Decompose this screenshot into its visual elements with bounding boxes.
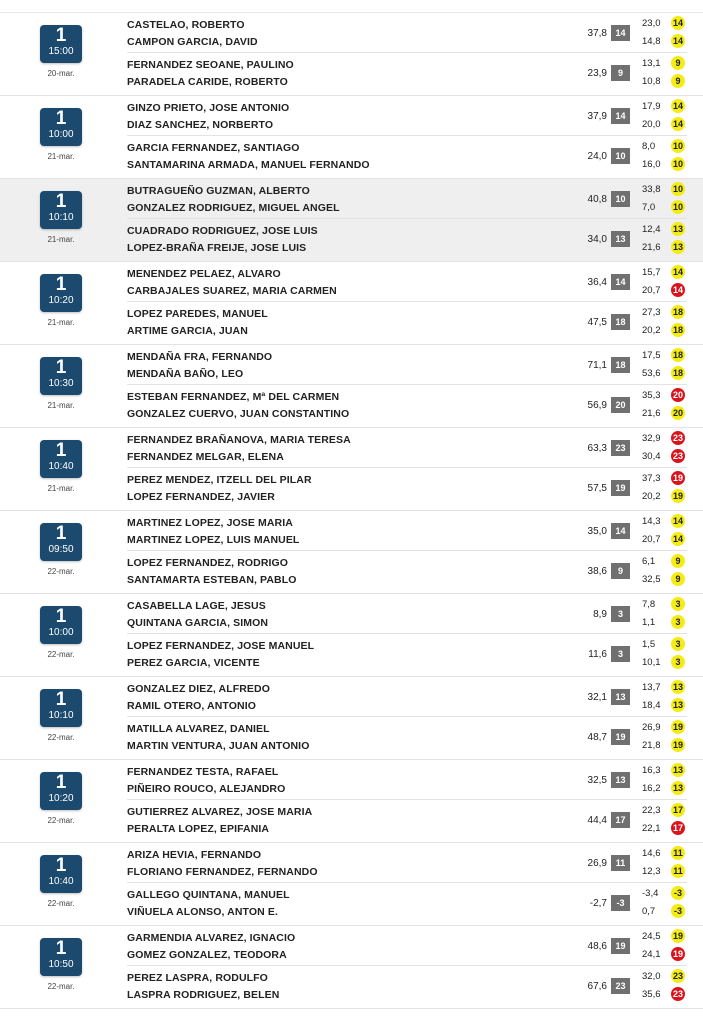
handicap-badge: -3	[671, 904, 685, 918]
player-name[interactable]: LOPEZ FERNANDEZ, RODRIGO	[127, 557, 289, 569]
player-name[interactable]: PARADELA CARIDE, ROBERTO	[127, 76, 288, 88]
player-name[interactable]: LOPEZ FERNANDEZ, JAVIER	[127, 491, 275, 503]
pair-total: 23,9	[587, 68, 607, 79]
pair-total: 34,0	[587, 234, 607, 245]
pair-handicap-box: 3	[611, 646, 630, 662]
handicap-badge: 9	[671, 572, 685, 586]
pair-handicap-box: 19	[611, 729, 630, 745]
player-index: 7,0	[642, 202, 656, 213]
tee-badge	[40, 274, 82, 312]
player-name[interactable]: LOPEZ PAREDES, MANUEL	[127, 308, 268, 320]
pair-handicap-box: 13	[611, 689, 630, 705]
tee-badge	[40, 108, 82, 146]
player-name[interactable]: GONZALEZ DIEZ, ALFREDO	[127, 683, 270, 695]
player-name[interactable]: FERNANDEZ TESTA, RAFAEL	[127, 766, 279, 778]
pair-block	[127, 883, 687, 923]
pair-total: 26,9	[587, 858, 607, 869]
handicap-badge: 14	[672, 267, 683, 277]
match-date: 21-mar.	[47, 484, 75, 493]
pair-total: 11,6	[588, 649, 607, 660]
player-name[interactable]: CASTELAO, ROBERTO	[127, 19, 245, 31]
player-name[interactable]: ARTIME GARCIA, JUAN	[127, 325, 248, 337]
match-row[interactable]	[0, 843, 703, 926]
pair-handicap-box: -3	[611, 895, 630, 911]
pair-total: 48,6	[587, 941, 607, 952]
pair-handicap-box: 14	[611, 25, 630, 41]
handicap-badge: 9	[671, 74, 685, 88]
handicap-badge: 13	[672, 700, 683, 710]
pair-handicap-box: 13	[611, 772, 630, 788]
handicap-badge: 17	[672, 823, 683, 833]
player-index: 13,7	[642, 682, 661, 693]
player-index: 14,8	[642, 36, 661, 47]
match-date: 22-mar.	[47, 567, 75, 576]
pair-block	[127, 717, 687, 757]
player-name[interactable]: MENDAÑA BAÑO, LEO	[127, 368, 244, 380]
handicap-badge: 13	[672, 765, 683, 775]
pair-handicap-box: 17	[611, 812, 630, 828]
pair-block	[127, 179, 687, 219]
pair-block	[127, 136, 687, 176]
handicap-badge: -3	[671, 886, 685, 900]
handicap-badge: 14	[672, 516, 683, 526]
match-row[interactable]	[0, 262, 703, 345]
match-row[interactable]	[0, 345, 703, 428]
handicap-badge: 19	[672, 473, 683, 483]
player-index: 7,8	[642, 599, 656, 610]
tee-badge	[40, 357, 82, 395]
pair-handicap-box: 18	[611, 357, 630, 373]
match-date: 20-mar.	[47, 69, 75, 78]
pair-block	[127, 677, 687, 717]
handicap-badge: 14	[672, 101, 683, 111]
pair-total: 44,4	[587, 815, 607, 826]
player-index: 37,3	[642, 473, 661, 484]
player-index: 20,7	[642, 285, 661, 296]
player-name[interactable]: MENENDEZ PELAEZ, ALVARO	[127, 268, 281, 280]
handicap-badge: 3	[671, 637, 685, 651]
pair-total: -2,7	[589, 898, 607, 909]
player-name[interactable]: RAMIL OTERO, ANTONIO	[127, 700, 256, 712]
tee-number: 1	[55, 440, 67, 461]
player-name[interactable]: FERNANDEZ MELGAR, ELENA	[127, 451, 284, 463]
pair-handicap-box: 23	[611, 978, 630, 994]
pair-total: 56,9	[587, 400, 607, 411]
player-name[interactable]: CAMPON GARCIA, DAVID	[127, 36, 258, 48]
tee-number: 1	[55, 855, 67, 876]
player-name[interactable]: LOPEZ-BRAÑA FREIJE, JOSE LUIS	[127, 242, 307, 254]
tee-badge	[40, 689, 82, 727]
player-name[interactable]: GOMEZ GONZALEZ, TEODORA	[127, 949, 287, 961]
player-index: 16,2	[642, 783, 661, 794]
player-name[interactable]: ESTEBAN FERNANDEZ, Mª DEL CARMEN	[127, 391, 340, 403]
pair-block	[127, 302, 687, 342]
pair-total: 40,8	[587, 194, 607, 205]
player-index: 1,5	[642, 639, 656, 650]
handicap-badge: 14	[672, 18, 683, 28]
tee-time: 10:10	[48, 212, 74, 223]
player-name[interactable]: GUTIERREZ ALVAREZ, JOSE MARIA	[127, 806, 313, 818]
tee-number: 1	[55, 772, 67, 793]
tee-number: 1	[55, 191, 67, 212]
pair-block	[127, 96, 687, 136]
match-date: 22-mar.	[47, 733, 75, 742]
player-name[interactable]: DIAZ SANCHEZ, NORBERTO	[127, 119, 274, 131]
pair-block	[127, 385, 687, 425]
player-index: 22,1	[642, 823, 661, 834]
pair-total: 32,1	[587, 692, 607, 703]
pair-handicap-box: 14	[611, 523, 630, 539]
handicap-badge: 3	[671, 597, 685, 611]
player-index: 14,6	[642, 848, 661, 859]
pair-total: 38,6	[587, 566, 607, 577]
pair-block	[127, 53, 687, 93]
player-index: 20,2	[642, 491, 661, 502]
player-index: 20,0	[642, 119, 661, 130]
handicap-badge: 18	[672, 325, 683, 335]
match-date: 22-mar.	[47, 982, 75, 991]
pair-total: 71,1	[587, 360, 607, 371]
handicap-badge: 10	[672, 202, 683, 212]
player-name[interactable]: GARMENDIA ALVAREZ, IGNACIO	[127, 932, 296, 944]
pair-handicap-box: 11	[611, 855, 630, 871]
player-index: 35,3	[642, 390, 661, 401]
tee-time: 10:50	[48, 959, 74, 970]
tee-badge	[40, 440, 82, 478]
tee-number: 1	[55, 274, 67, 295]
handicap-badge: 18	[672, 307, 683, 317]
pair-block	[127, 219, 687, 259]
player-name[interactable]: MATILLA ALVAREZ, DANIEL	[127, 723, 270, 735]
tee-badge	[40, 855, 82, 893]
tee-time: 10:40	[48, 461, 74, 472]
handicap-badge: 14	[672, 36, 683, 46]
tee-number: 1	[55, 606, 67, 627]
match-list	[0, 13, 703, 1009]
handicap-badge: 14	[672, 119, 683, 129]
pair-total: 24,0	[587, 151, 607, 162]
tee-number: 1	[55, 938, 67, 959]
pair-block	[127, 13, 687, 53]
player-index: 21,6	[642, 242, 661, 253]
pair-total: 63,3	[587, 443, 607, 454]
tee-badge	[40, 523, 82, 561]
player-name[interactable]: ARIZA HEVIA, FERNANDO	[127, 849, 262, 861]
player-name[interactable]: GINZO PRIETO, JOSE ANTONIO	[127, 102, 290, 114]
pair-block	[127, 428, 687, 468]
player-name[interactable]: GARCIA FERNANDEZ, SANTIAGO	[127, 142, 300, 154]
pair-total: 37,8	[587, 28, 607, 39]
pair-block	[127, 634, 687, 674]
handicap-badge: 3	[671, 655, 685, 669]
player-name[interactable]: PEREZ LASPRA, RODULFO	[127, 972, 268, 984]
player-name[interactable]: FERNANDEZ BRAÑANOVA, MARIA TERESA	[127, 434, 351, 446]
player-name[interactable]: MARTIN VENTURA, JUAN ANTONIO	[127, 740, 310, 752]
pair-handicap-box: 23	[611, 440, 630, 456]
match-row[interactable]	[0, 428, 703, 511]
player-index: 6,1	[642, 556, 656, 567]
handicap-badge: 19	[672, 722, 683, 732]
pair-block	[127, 760, 687, 800]
pair-handicap-box: 10	[611, 148, 630, 164]
pair-total: 57,5	[587, 483, 607, 494]
pair-block	[127, 468, 687, 508]
player-index: 20,7	[642, 534, 661, 545]
player-index: 33,8	[642, 184, 661, 195]
tee-badge	[40, 938, 82, 976]
handicap-badge: 20	[672, 408, 683, 418]
pair-total: 67,6	[587, 981, 607, 992]
tee-time: 10:10	[48, 710, 74, 721]
tee-badge	[40, 191, 82, 229]
player-index: 14,3	[642, 516, 661, 527]
pair-block	[127, 594, 687, 634]
tee-time: 10:30	[48, 378, 74, 389]
player-index: 35,6	[642, 989, 661, 1000]
player-index: 16,0	[642, 159, 661, 170]
pair-block	[127, 262, 687, 302]
pair-total: 36,4	[587, 277, 607, 288]
pair-block	[127, 511, 687, 551]
player-name[interactable]: CASABELLA LAGE, JESUS	[127, 600, 266, 612]
player-name[interactable]: FERNANDEZ SEOANE, PAULINO	[127, 59, 294, 71]
player-index: 8,0	[642, 141, 656, 152]
player-index: 12,3	[642, 866, 661, 877]
pair-total: 35,0	[587, 526, 607, 537]
pair-block	[127, 551, 687, 591]
player-index: 13,1	[642, 58, 661, 69]
handicap-badge: 18	[672, 368, 683, 378]
tee-badge	[40, 25, 82, 63]
pair-handicap-box: 10	[611, 191, 630, 207]
handicap-badge: 11	[671, 864, 685, 878]
handicap-badge: 19	[672, 740, 683, 750]
handicap-badge: 14	[672, 534, 683, 544]
player-name[interactable]: FLORIANO FERNANDEZ, FERNANDO	[127, 866, 318, 878]
pair-handicap-box: 14	[611, 108, 630, 124]
player-index: 30,4	[642, 451, 661, 462]
pair-handicap-box: 9	[611, 65, 630, 81]
pair-total: 47,5	[587, 317, 607, 328]
player-index: 27,3	[642, 307, 661, 318]
player-index: 10,1	[642, 657, 661, 668]
tee-time: 10:20	[48, 295, 74, 306]
handicap-badge: 19	[672, 491, 683, 501]
handicap-badge: 9	[671, 554, 685, 568]
player-name[interactable]: GONZALEZ CUERVO, JUAN CONSTANTINO	[127, 408, 350, 420]
handicap-badge: 10	[672, 141, 683, 151]
pair-handicap-box: 20	[611, 397, 630, 413]
player-index: 24,1	[642, 949, 661, 960]
player-name[interactable]: SANTAMARINA ARMADA, MANUEL FERNANDO	[127, 159, 370, 171]
match-row[interactable]	[0, 13, 703, 96]
pair-block	[127, 843, 687, 883]
player-name[interactable]: SANTAMARTA ESTEBAN, PABLO	[127, 574, 297, 586]
match-date: 22-mar.	[47, 899, 75, 908]
tee-number: 1	[55, 108, 67, 129]
pair-handicap-box: 9	[611, 563, 630, 579]
tee-number: 1	[55, 357, 67, 378]
match-row[interactable]	[0, 677, 703, 760]
player-name[interactable]: PEREZ GARCIA, VICENTE	[127, 657, 260, 669]
match-date: 22-mar.	[47, 650, 75, 659]
handicap-badge: 13	[672, 242, 683, 252]
player-index: 0,7	[642, 906, 656, 917]
tee-time: 09:50	[48, 544, 74, 555]
player-index: 10,8	[642, 76, 661, 87]
handicap-badge: 23	[672, 451, 683, 461]
handicap-badge: 3	[671, 615, 685, 629]
player-name[interactable]: CUADRADO RODRIGUEZ, JOSE LUIS	[127, 225, 318, 237]
handicap-badge: 23	[672, 989, 683, 999]
match-row[interactable]	[0, 179, 703, 262]
player-index: 17,9	[642, 101, 661, 112]
tee-badge	[40, 772, 82, 810]
handicap-badge: 20	[672, 390, 683, 400]
match-date: 21-mar.	[47, 152, 75, 161]
pair-total: 48,7	[587, 732, 607, 743]
tee-time: 10:20	[48, 793, 74, 804]
handicap-badge: 10	[672, 159, 683, 169]
pair-handicap-box: 13	[611, 231, 630, 247]
pair-block	[127, 800, 687, 840]
player-name[interactable]: PIÑEIRO ROUCO, ALEJANDRO	[127, 783, 286, 795]
match-date: 21-mar.	[47, 401, 75, 410]
pair-handicap-box: 3	[611, 606, 630, 622]
pair-handicap-box: 19	[611, 480, 630, 496]
player-index: 32,9	[642, 433, 661, 444]
player-index: 32,0	[642, 971, 661, 982]
player-name[interactable]: LOPEZ FERNANDEZ, JOSE MANUEL	[127, 640, 315, 652]
match-date: 21-mar.	[47, 235, 75, 244]
player-name[interactable]: CARBAJALES SUAREZ, MARIA CARMEN	[127, 285, 337, 297]
tee-time: 10:40	[48, 876, 74, 887]
player-name[interactable]: VIÑUELA ALONSO, ANTON E.	[127, 906, 278, 918]
player-index: 32,5	[642, 574, 661, 585]
player-index: 21,8	[642, 740, 661, 751]
match-row[interactable]	[0, 926, 703, 1009]
player-index: 17,5	[642, 350, 661, 361]
match-date: 21-mar.	[47, 318, 75, 327]
player-index: 21,6	[642, 408, 661, 419]
pair-total: 8,9	[593, 609, 607, 620]
tee-time: 10:00	[48, 129, 74, 140]
player-name[interactable]: QUINTANA GARCIA, SIMON	[127, 617, 269, 629]
player-name[interactable]: PERALTA LOPEZ, EPIFANIA	[127, 823, 270, 835]
tee-number: 1	[55, 523, 67, 544]
player-name[interactable]: MARTINEZ LOPEZ, LUIS MANUEL	[127, 534, 300, 546]
pair-total: 32,5	[587, 775, 607, 786]
pair-block	[127, 926, 687, 966]
player-index: 1,1	[642, 617, 656, 628]
player-index: 26,9	[642, 722, 661, 733]
handicap-badge: 11	[671, 846, 685, 860]
player-index: 16,3	[642, 765, 661, 776]
match-date: 22-mar.	[47, 816, 75, 825]
handicap-badge: 14	[672, 285, 683, 295]
player-index: 23,0	[642, 18, 661, 29]
player-index: 22,3	[642, 805, 661, 816]
tee-time: 10:00	[48, 627, 74, 638]
player-name[interactable]: PEREZ MENDEZ, ITZELL DEL PILAR	[127, 474, 312, 486]
handicap-badge: 13	[672, 783, 683, 793]
match-row[interactable]	[0, 760, 703, 843]
player-name[interactable]: MARTINEZ LOPEZ, JOSE MARIA	[127, 517, 293, 529]
pair-handicap-box: 14	[611, 274, 630, 290]
pair-block	[127, 966, 687, 1006]
handicap-badge: 10	[672, 184, 683, 194]
handicap-badge: 23	[672, 433, 683, 443]
handicap-badge: 13	[672, 682, 683, 692]
player-index: 18,4	[642, 700, 661, 711]
handicap-badge: 19	[672, 931, 683, 941]
match-row[interactable]	[0, 511, 703, 594]
pair-block	[127, 345, 687, 385]
handicap-badge: 18	[672, 350, 683, 360]
handicap-badge: 13	[672, 224, 683, 234]
player-index: 20,2	[642, 325, 661, 336]
player-index: -3,4	[642, 888, 659, 899]
player-name[interactable]: LASPRA RODRIGUEZ, BELEN	[127, 989, 280, 1001]
player-index: 53,6	[642, 368, 661, 379]
pair-total: 37,9	[587, 111, 607, 122]
player-name[interactable]: BUTRAGUEÑO GUZMAN, ALBERTO	[127, 185, 310, 197]
handicap-badge: 9	[671, 56, 685, 70]
player-name[interactable]: GONZALEZ RODRIGUEZ, MIGUEL ANGEL	[127, 202, 340, 214]
tee-time: 15:00	[48, 46, 74, 57]
handicap-badge: 19	[672, 949, 683, 959]
tee-number: 1	[55, 25, 67, 46]
match-row[interactable]	[0, 96, 703, 179]
top-bar	[0, 0, 703, 13]
match-row[interactable]	[0, 594, 703, 677]
handicap-badge: 23	[672, 971, 683, 981]
handicap-badge: 17	[672, 805, 683, 815]
player-index: 24,5	[642, 931, 661, 942]
player-index: 15,7	[642, 267, 661, 278]
player-name[interactable]: GALLEGO QUINTANA, MANUEL	[127, 889, 290, 901]
pair-handicap-box: 19	[611, 938, 630, 954]
pair-handicap-box: 18	[611, 314, 630, 330]
tee-badge	[40, 606, 82, 644]
player-name[interactable]: MENDAÑA FRA, FERNANDO	[127, 351, 273, 363]
tee-number: 1	[55, 689, 67, 710]
player-index: 12,4	[642, 224, 661, 235]
